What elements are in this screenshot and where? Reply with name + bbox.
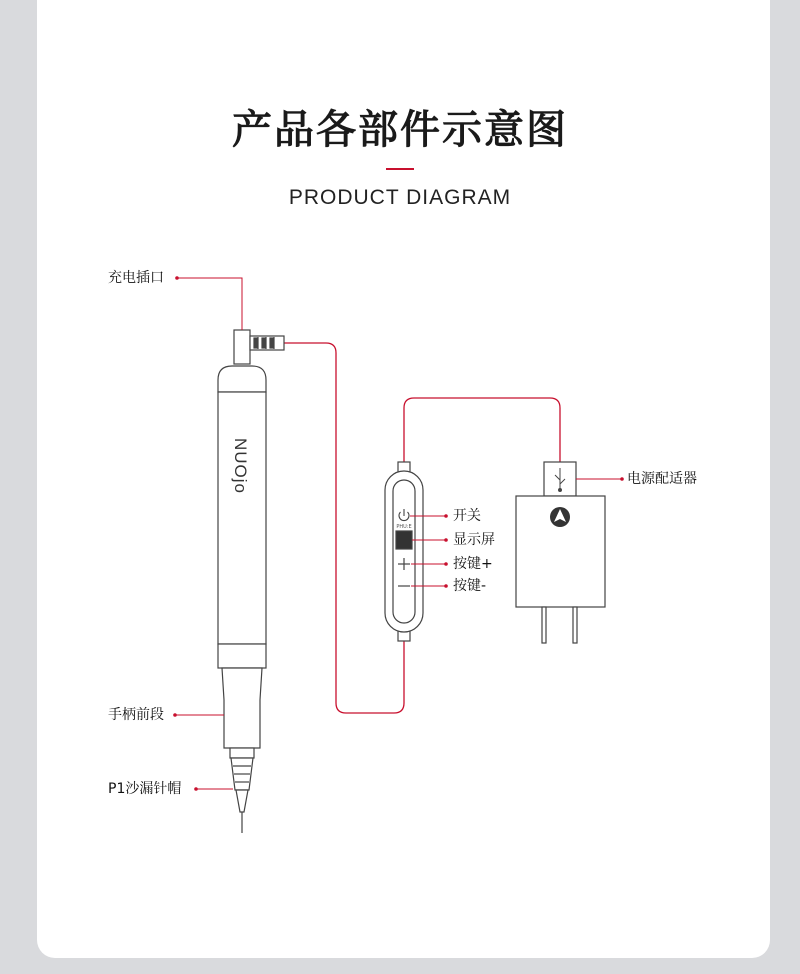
leader-charging-port — [177, 278, 242, 330]
adapter-logo-icon — [550, 507, 570, 527]
label-key-minus: 按键- — [453, 578, 487, 594]
page-title: 产品各部件示意图 — [232, 107, 568, 153]
brand-logo-icon: NUOjo — [231, 437, 250, 495]
page-subtitle: PRODUCT DIAGRAM — [288, 186, 512, 209]
label-handle-front: 手柄前段 — [108, 707, 164, 723]
label-power-switch: 开关 — [453, 508, 481, 524]
cable-controller-to-adapter — [404, 398, 560, 470]
label-charging-port: 充电插口 — [108, 270, 164, 286]
charging-port — [234, 330, 284, 364]
label-power-adapter: 电源配适器 — [627, 471, 697, 487]
controller — [385, 462, 423, 641]
label-key-plus: 按键+ — [453, 556, 493, 572]
pen-body — [218, 366, 266, 833]
label-display: 显示屏 — [453, 532, 495, 548]
label-needle-cap: P1沙漏针帽 — [108, 781, 182, 797]
screen-marking: PHU:E — [396, 524, 412, 530]
